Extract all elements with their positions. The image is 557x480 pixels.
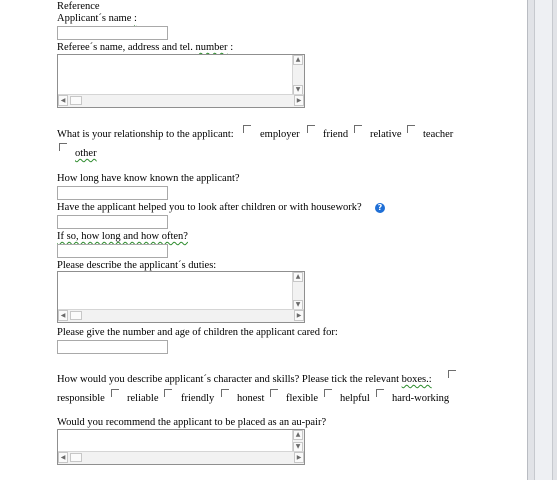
checkbox-hard-working[interactable] (376, 389, 384, 397)
section-title: Reference (57, 1, 100, 12)
window-vertical-scrollbar[interactable] (527, 0, 557, 480)
recommend-horizontal-scrollbar[interactable] (58, 451, 304, 464)
duties-horizontal-scrollbar[interactable] (58, 309, 304, 322)
referee-label-colon: : (230, 42, 234, 53)
recommend-textarea[interactable] (57, 429, 305, 465)
how-long-input[interactable] (57, 186, 168, 200)
checkbox-other[interactable] (59, 143, 67, 151)
scroll-up-icon[interactable]: ▲ (293, 430, 303, 440)
scroll-right-icon[interactable]: ▶ (294, 310, 304, 321)
scroll-up-icon[interactable]: ▲ (293, 55, 303, 65)
applicant-name-label-text: Applicant´s name (57, 13, 132, 24)
scroll-right-icon[interactable]: ▶ (294, 95, 304, 106)
scroll-down-icon[interactable]: ▼ (293, 300, 303, 310)
help-icon[interactable]: ? (375, 203, 385, 213)
scroll-right-icon[interactable]: ▶ (294, 452, 304, 463)
character-question-text: How would you describe applicant´s character and skills? Please tick the relevant (57, 374, 400, 385)
checkbox-employer[interactable] (243, 125, 251, 133)
children-question: Please give the number and age of children the applicant cared for: (57, 327, 338, 338)
if-so-input[interactable] (57, 244, 168, 258)
referee-vertical-scrollbar[interactable] (292, 55, 304, 95)
helped-question: Have the applicant helped you to look after children or with housework? (57, 202, 362, 213)
checkbox-friend[interactable] (307, 125, 315, 133)
character-question (57, 374, 432, 386)
checkbox-responsible[interactable] (448, 370, 456, 378)
label-flexible: flexible (286, 393, 319, 404)
scroll-up-icon[interactable]: ▲ (293, 272, 303, 282)
recommend-question: Would you recommend the applicant to be placed as an au-pair? (57, 417, 327, 428)
duties-textarea[interactable] (57, 271, 305, 323)
label-friend: friend (323, 129, 349, 140)
referee-horizontal-scrollbar[interactable] (58, 94, 304, 107)
label-helpful: helpful (340, 393, 370, 404)
label-hard-working: hard-working (392, 393, 450, 404)
checkbox-friendly[interactable] (164, 389, 172, 397)
label-friendly: friendly (181, 393, 215, 404)
scroll-down-icon[interactable]: ▼ (293, 85, 303, 95)
applicant-name-input[interactable] (57, 26, 168, 40)
window-scroll-thumb[interactable] (534, 0, 553, 480)
checkbox-reliable[interactable] (111, 389, 119, 397)
duties-colon: : (213, 260, 217, 271)
label-responsible: responsible (57, 393, 105, 404)
scroll-left-icon[interactable]: ◀ (58, 310, 68, 321)
label-other: other (75, 148, 97, 159)
referee-textarea[interactable] (57, 54, 305, 108)
referee-label (57, 42, 233, 54)
scroll-thumb[interactable] (70, 453, 82, 462)
duties-label-text: Please describe the applicant´s duties (57, 260, 214, 271)
scroll-thumb[interactable] (70, 96, 82, 105)
how-long-question: How long have know known the applicant? (57, 173, 240, 184)
scroll-down-icon[interactable]: ▼ (293, 442, 303, 452)
scroll-left-icon[interactable]: ◀ (58, 95, 68, 106)
applicant-name-colon: : (133, 13, 137, 24)
checkbox-flexible[interactable] (270, 389, 278, 397)
label-relative: relative (370, 129, 402, 140)
label-employer: employer (260, 129, 300, 140)
label-honest: honest (237, 393, 265, 404)
referee-label-text: Referee´s name, address and tel. (57, 42, 193, 53)
if-so-question: If so, how long and how often? (57, 231, 188, 242)
relationship-question: What is your relationship to the applicant: (57, 129, 234, 140)
checkbox-teacher[interactable] (407, 125, 415, 133)
scroll-thumb[interactable] (70, 311, 82, 320)
children-input[interactable] (57, 340, 168, 354)
scroll-left-icon[interactable]: ◀ (58, 452, 68, 463)
referee-label-number: number (195, 42, 228, 53)
recommend-vertical-scrollbar[interactable] (292, 430, 304, 452)
helped-input[interactable] (57, 215, 168, 229)
character-question-boxes: boxes.: (401, 374, 432, 385)
label-teacher: teacher (423, 129, 454, 140)
duties-vertical-scrollbar[interactable] (292, 272, 304, 310)
label-reliable: reliable (127, 393, 159, 404)
checkbox-helpful[interactable] (324, 389, 332, 397)
checkbox-honest[interactable] (221, 389, 229, 397)
checkbox-relative[interactable] (354, 125, 362, 133)
applicant-name-label (57, 13, 137, 25)
